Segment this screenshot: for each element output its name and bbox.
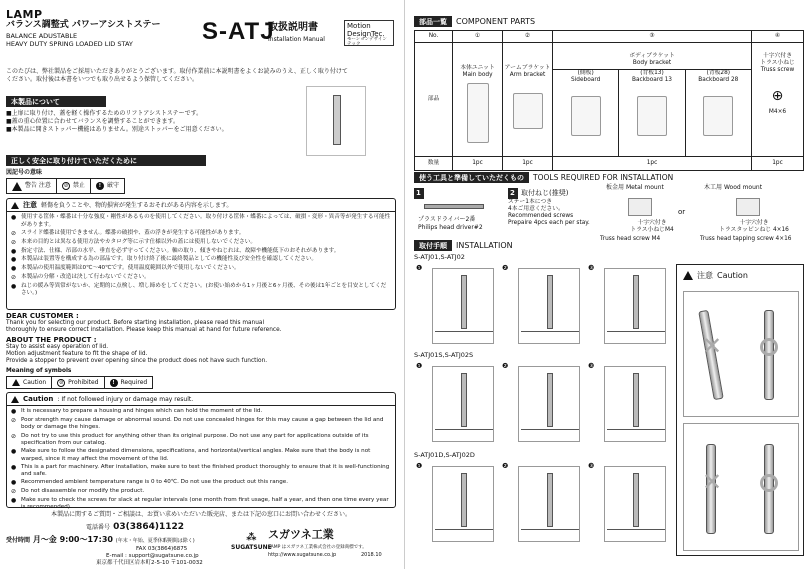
- tool-2-jp2: ステー1本につき: [508, 199, 553, 205]
- caution-item-text: 本来の目的とは異なる使用方法やカタログ等に示す仕様以外の蓋には使用しないでください。: [21, 238, 256, 245]
- dear-customer-text: [6, 320, 282, 334]
- caution-item-icon: ⊘: [11, 417, 17, 425]
- part-name-en: Main body: [462, 71, 493, 78]
- step-number: ❶: [416, 462, 423, 470]
- caution-title: Caution: [23, 395, 54, 403]
- safety-heading-jp: 正しく安全に取り付けていただくために: [6, 155, 206, 166]
- caution-item: [11, 214, 391, 229]
- legend-prohibited: [52, 377, 104, 388]
- caution-item: [11, 448, 391, 463]
- step-illustration: [432, 268, 494, 344]
- company-jp: スガツネ工業: [268, 528, 334, 541]
- legend-required: [105, 377, 153, 388]
- wrong-icon: ✕: [702, 332, 723, 360]
- part-name-en: Body bracket: [632, 59, 672, 66]
- legend-required: [91, 179, 124, 193]
- legend-text: 禁止: [72, 182, 85, 190]
- caution-item: [11, 464, 391, 479]
- caution-item: [11, 265, 391, 273]
- caution-item-text: Do not disassemble nor modify the product.: [21, 488, 145, 495]
- caution-item-text: Recommended ambient temperature range is 0 to 40℃. Do not use the product out this range.: [21, 479, 288, 486]
- variant-jp: (背板13): [640, 69, 664, 76]
- variant-en: Backboard 13: [631, 76, 673, 83]
- caution-item: [11, 239, 391, 247]
- lamp-note: LAMP はスガツネ工業株式会社の登録商標です。: [268, 545, 367, 550]
- step-number: ❶: [416, 264, 423, 272]
- caution-item: [11, 256, 391, 264]
- qty-value: 1pc: [752, 156, 804, 170]
- right-page: [414, 8, 804, 564]
- left-page: [6, 8, 396, 564]
- wood-screw-en: Truss head tapping screw 4×16: [700, 236, 792, 242]
- model-number: S-ATJ: [202, 18, 275, 45]
- logo-tag: モーションデザインテック: [347, 37, 387, 48]
- qty-value: 1pc: [503, 156, 553, 170]
- tool-2-jp3: 4本ご用意ください。: [508, 205, 564, 212]
- symbol-legend-jp: [6, 178, 125, 194]
- caution-item-icon: ●: [11, 256, 17, 264]
- en-line: Thank you for selecting our product. Before starting installation, please read this manual: [6, 320, 265, 326]
- caution-item-text: 本製品の使用温度範囲は0℃〜40℃です。使用温度範囲以外で使用しないでください。: [21, 265, 240, 272]
- board-shape: [521, 529, 579, 539]
- step-number: ❷: [502, 462, 509, 470]
- caution-item-icon: ●: [11, 214, 17, 222]
- legend-text: 警告 注意: [25, 182, 51, 190]
- title-en-line: HEAVY DUTY SPRING LOADED LID STAY: [6, 40, 133, 49]
- inquiry-text: 本製品に関するご質問・ご相談は、お買い求めいただいた販売店、または下記の窓口にお問い合わせください。: [50, 511, 351, 518]
- screw-size: M4×6: [768, 108, 787, 115]
- caution-item-text: 本製品の分解・改造は決して行わないでください。: [21, 273, 150, 280]
- caution-item: [11, 283, 391, 298]
- stay-shape: [461, 473, 467, 527]
- step-number: ❷: [502, 362, 509, 370]
- caution-item-text: Make sure to follow the designated dimensions, specifications, and horizontal/vertical angles. Make sure that the body is not warped, since it may affect the movement of the lid.: [21, 448, 371, 462]
- caution-item-icon: ●: [11, 479, 17, 487]
- caution-item: [11, 488, 391, 496]
- components-heading: [414, 16, 535, 27]
- screw-icon: ⊕: [771, 87, 784, 104]
- sugatsune-mark: [231, 532, 272, 551]
- caution-item-icon: ⊘: [11, 488, 17, 496]
- caution-item: [11, 497, 391, 512]
- caution-title: 注意: [23, 201, 37, 209]
- about-text-en: [6, 344, 267, 366]
- email-line: E-mail : support@sugatsune.co.jp: [106, 553, 199, 559]
- step-illustration: [432, 466, 494, 542]
- caution-item-icon: ●: [11, 448, 17, 456]
- about-list-jp: [6, 110, 228, 134]
- en-line: Motion adjustment feature to fit the shape of lid.: [6, 351, 148, 358]
- hours-note: (年末・年始、夏季休暇期間は除く): [115, 538, 195, 544]
- tool-2-jp: 取付ねじ(推奨): [521, 189, 569, 198]
- stay-shape: [633, 275, 639, 329]
- company-en: SUGATSUNE: [231, 544, 272, 551]
- caution-item-icon: ⊘: [11, 238, 17, 246]
- install-group-label: S-ATJ01D,S-ATJ02D: [414, 451, 475, 459]
- backboard28-bracket-sketch: [703, 96, 733, 136]
- caution-head-en: [7, 393, 395, 406]
- board-shape: [607, 331, 665, 341]
- sideboard-bracket-sketch: [571, 96, 601, 136]
- col-no: ②: [503, 31, 553, 43]
- part-arm-bracket: [503, 43, 553, 157]
- part-body-bracket: [553, 43, 752, 157]
- board-shape: [435, 331, 493, 341]
- tel-number: 03(3864)1122: [113, 522, 185, 532]
- caution-item: [11, 248, 391, 256]
- wood-screw-icon: [736, 198, 760, 216]
- step-illustration: [518, 268, 580, 344]
- symbols-heading-jp: 図記号の意味: [6, 169, 43, 176]
- intro-line: ください。取付後は本書をいつでも取り出せるよう保管してください。: [6, 76, 199, 84]
- warning-icon: [11, 202, 19, 209]
- step-number: ❶: [416, 362, 423, 370]
- board-shape: [521, 331, 579, 341]
- variant-backboard28: [686, 70, 751, 156]
- screwdriver-icon: [424, 204, 484, 209]
- caution-item: [11, 417, 391, 432]
- tool-number: 1: [414, 188, 424, 199]
- title-en: [6, 32, 133, 48]
- caution-item-text: Do not try to use this product for anything other than its original purpose. Do not use any part for applications outside of its specification from our catalog.: [21, 432, 369, 446]
- caution-list-jp: [7, 212, 395, 300]
- part-name-jp: ボディブラケット: [629, 53, 675, 59]
- caution-sub: 軽傷を負うことや、物的損害が発生するおそれがある内容を示します。: [41, 201, 233, 209]
- step-number: ❸: [588, 264, 595, 272]
- logo-line: DesignTec.: [347, 29, 385, 38]
- company-url: http://www.sugatsune.co.jp: [268, 552, 337, 558]
- warning-icon: [11, 396, 19, 403]
- stay-shape: [461, 275, 467, 329]
- install-heading-en: INSTALLATION: [456, 240, 513, 250]
- caution-item-text: It is necessary to prepare a housing and hinges which can hold the moment of the lid.: [21, 408, 263, 415]
- part-name-jp: 本体ユニット: [460, 65, 495, 71]
- backboard13-bracket-sketch: [637, 96, 667, 136]
- arm-bracket-sketch: [513, 93, 543, 129]
- wood-en: Wood mount: [723, 184, 763, 191]
- legend-text: Required: [120, 378, 148, 386]
- prohibited-icon: ⊘: [59, 379, 64, 386]
- tools-heading: [414, 172, 673, 183]
- legend-caution: [7, 377, 52, 388]
- stay-shape: [633, 373, 639, 427]
- caution-item: [11, 408, 391, 416]
- board-shape: [435, 429, 493, 439]
- board-shape: [521, 429, 579, 439]
- en-line: thoroughly to ensure correct installation. Please keep this manual at hand for future reference.: [6, 327, 282, 334]
- part-main-body: [453, 43, 503, 157]
- caution-head-jp: [7, 199, 395, 212]
- manual-title-en: Installation Manual: [268, 36, 325, 43]
- page-fold: [404, 0, 405, 569]
- step-illustration: [432, 366, 494, 442]
- address-line: 東京都千代田区岩本町2-5-10 〒101-0032: [96, 560, 203, 566]
- tool-number: 2: [508, 188, 518, 199]
- print-date: 2018.10: [361, 552, 382, 558]
- caution-item: [11, 479, 391, 487]
- title-en-line: BALANCE ADUSTABLE: [6, 32, 78, 40]
- qty-value: 1pc: [453, 156, 503, 170]
- tool-2: [508, 188, 598, 238]
- stay-shape: [633, 473, 639, 527]
- caution-item: [11, 274, 391, 282]
- prohibited-icon: ⊘: [63, 183, 69, 189]
- caution-item-icon: ⊘: [11, 273, 17, 281]
- tool-1-en: Philips head driver#2: [418, 224, 483, 231]
- step-number: ❸: [588, 362, 595, 370]
- tool-2-en2: Prepaire 4pcs each per stay.: [508, 219, 590, 226]
- step-illustration: [604, 466, 666, 542]
- motion-designtec-logo: [344, 20, 394, 46]
- product-body-shape: [333, 95, 341, 145]
- caution-item-icon: ⊘: [11, 229, 17, 237]
- metal-screw-icon: [628, 198, 652, 216]
- dear-customer-heading: DEAR CUSTOMER :: [6, 312, 79, 320]
- caution-item-text: Make sure to check the screws for slack at regular intervals (one month from first usage, half a year, and then one time every year is recommended).: [21, 496, 389, 511]
- col-no: ④: [752, 31, 804, 43]
- variant-jp: (側板): [577, 69, 594, 76]
- metal-mount-label: [606, 184, 664, 191]
- stay-shape: [547, 373, 553, 427]
- about-heading-en: ABOUT THE PRODUCT :: [6, 336, 97, 344]
- symbol-legend-en: [6, 376, 153, 389]
- qty-label: 数量: [415, 156, 453, 170]
- step-illustration: [604, 268, 666, 344]
- step-illustration: [518, 466, 580, 542]
- or-label: or: [678, 208, 686, 216]
- caution-item-icon: ●: [11, 265, 17, 273]
- caution-item-text: This is a part for machinery. After installation, make sure to test the finished product thoroughly to ensure that it is well-functioning and safe.: [21, 463, 390, 478]
- caution-image-1: [683, 291, 799, 417]
- caution-box-en: [6, 392, 396, 511]
- correct-icon: [760, 338, 778, 356]
- variant-sideboard: [553, 70, 619, 156]
- caution-item-icon: ●: [11, 496, 17, 504]
- en-line: Stay to assist easy operation of lid.: [6, 344, 109, 350]
- caution-panel: [676, 264, 804, 556]
- caution-item-icon: ⊘: [11, 432, 17, 440]
- stay-shape: [547, 275, 553, 329]
- no-header: No.: [415, 31, 453, 43]
- caution-item-icon: ●: [11, 463, 17, 471]
- install-heading-jp: 取付手順: [414, 240, 452, 251]
- caution-item-icon: ●: [11, 282, 17, 290]
- variant-jp: (背板28): [706, 69, 731, 76]
- tool-2-en1: Recommended screws: [508, 212, 574, 219]
- hours-row: [6, 535, 195, 545]
- metal-en: Metal mount: [625, 184, 664, 191]
- board-shape: [607, 529, 665, 539]
- about-item: ■本製品に開きストッパー機能はありません。別途ストッパーをご用意ください。: [6, 126, 228, 134]
- wrong-icon: ✕: [702, 468, 723, 496]
- correct-icon: [760, 474, 778, 492]
- caution-list-en: [7, 406, 395, 514]
- part-name-en: Arm bracket: [509, 71, 546, 78]
- legend-prohibited: [57, 179, 91, 193]
- required-icon: !: [96, 182, 104, 190]
- step-number: ❸: [588, 462, 595, 470]
- hours-value: 月〜金 9:00〜17:30: [32, 535, 113, 544]
- step-number: ❷: [502, 264, 509, 272]
- tool-2-head: [508, 188, 598, 199]
- install-group-label: S-ATJ01,S-ATJ02: [414, 253, 465, 261]
- legend-text: 厳守: [106, 182, 119, 190]
- intro-jp: [6, 68, 348, 84]
- part-truss-screw: [752, 43, 804, 157]
- part-name-en: Truss screw: [760, 66, 795, 73]
- variant-en: Sideboard: [571, 76, 601, 83]
- parts-label: 部品: [415, 43, 453, 157]
- required-icon: !: [110, 379, 118, 387]
- fax-line: FAX 03(3864)6875: [136, 546, 188, 552]
- tools-heading-jp: 使う工具と準備していただくもの: [414, 172, 529, 183]
- manual-title-jp: 取扱説明書: [268, 22, 318, 33]
- tool-1: [414, 188, 496, 234]
- part-name-jp: アームブラケット: [504, 65, 551, 71]
- title-jp: バランス調整式 パワーアシストステー: [6, 20, 161, 30]
- caution-box-jp: [6, 198, 396, 310]
- caution-panel-en: Caution: [717, 271, 748, 280]
- step-illustration: [604, 366, 666, 442]
- caution-image-2: [683, 423, 799, 551]
- stay-shape: [461, 373, 467, 427]
- logo-line: Motion: [347, 22, 371, 30]
- brand-logo: LAMP: [6, 8, 43, 21]
- board-shape: [435, 529, 493, 539]
- install-group-label: S-ATJ01S,S-ATJ02S: [414, 351, 474, 359]
- caution-item-text: スライド蝶番は使用できません。蝶番の破損や、蓋の浮きが発生する可能性があります。: [21, 229, 245, 236]
- caution-sub: : If not followed injury or damage may result.: [57, 395, 194, 403]
- metal-jp: 板金用: [606, 184, 625, 191]
- hours-label: 受付時間: [6, 537, 31, 544]
- caution-panel-jp: 注意: [697, 271, 713, 280]
- install-heading: [414, 240, 513, 251]
- tel-label: 電話番号: [86, 524, 111, 531]
- metal-screw-jp: 十字穴付き トラス小ねじM4: [630, 220, 674, 233]
- intro-line: このたびは、弊社製品をご採用いただきありがとうございます。取付作業前に本説明書をよくお読みのうえ、正しく取り付けて: [6, 68, 348, 75]
- variant-en: Backboard 28: [698, 76, 739, 83]
- metal-screw-en: Truss head screw M4: [600, 236, 661, 242]
- warning-icon: [12, 379, 20, 386]
- caution-item-text: Poor strength may cause damage or abnormal sound. Do not use concealed hinges for this may cause a gap between the lid and body or damage the hinges.: [21, 417, 384, 431]
- components-table: [414, 30, 804, 171]
- warning-icon: [12, 182, 22, 191]
- components-heading-en: COMPONENT PARTS: [456, 16, 536, 26]
- phone-row: [86, 522, 184, 533]
- symbols-heading-en: Meaning of symbols: [6, 368, 72, 374]
- sugatsune-symbol-icon: ⁂: [246, 532, 257, 543]
- wood-screw-jp: 十字穴付き トラスタッピンねじ 4×16: [719, 220, 789, 233]
- legend-text: Caution: [23, 378, 47, 386]
- board-shape: [607, 429, 665, 439]
- caution-item: [11, 230, 391, 238]
- wood-jp: 木工用: [704, 184, 723, 191]
- tool-1-jp: プラスドライバー2番: [418, 216, 476, 223]
- stay-shape: [547, 473, 553, 527]
- legend-warning: [7, 179, 57, 193]
- qty-value: 1pc: [553, 156, 752, 170]
- about-item: ■上扉に取り付け、蓋を軽く操作するためのリフトアシストステーです。: [6, 110, 203, 117]
- col-no: ③: [553, 31, 752, 43]
- variant-backboard13: [619, 70, 685, 156]
- caution-item-text: 本製品は装置等を構成する為の部品です。取り付け終了後に最終製品としての機能性及び安全性を確認してください。: [21, 256, 318, 263]
- part-name-jp: 十字穴付き トラス小ねじ: [760, 53, 795, 66]
- step-illustration: [518, 366, 580, 442]
- about-item: ■蓋の重心位置に合わせてバランスを調整することができます。: [6, 118, 180, 126]
- about-heading-jp: 本製品について: [6, 96, 106, 107]
- legend-text: Prohibited: [68, 378, 99, 386]
- caution-panel-head: [683, 271, 748, 281]
- main-body-sketch: [467, 83, 489, 143]
- warning-icon: [683, 271, 693, 280]
- product-sketch: [306, 86, 366, 156]
- body-bracket-variants: [553, 69, 751, 156]
- caution-item: [11, 433, 391, 448]
- tools-heading-en: TOOLS REQUIRED FOR INSTALLATION: [533, 173, 674, 182]
- wood-mount-label: [704, 184, 762, 191]
- caution-item-text: ねじの緩み等異常がないか、定期的に点検し、増し締めをしてください。(お使い始めから1ヶ月後と6ヶ月後、その後は1年ごとを目安としてください。): [21, 282, 387, 296]
- components-heading-jp: 部品一覧: [414, 16, 452, 27]
- en-line: Provide a stopper to prevent over opening since the product does not have such function.: [6, 358, 268, 365]
- caution-item-text: 使用する筐体・蝶番は十分な強度・剛性があるものを使用してください。取り付ける筐体・蝶番によっては、破損・変形・異音等が発生する可能性があります。: [21, 214, 391, 228]
- caution-item-icon: ●: [11, 408, 17, 416]
- caution-item-icon: ●: [11, 247, 17, 255]
- col-no: ①: [453, 31, 503, 43]
- caution-item-text: 指定寸法、仕様、吊部の水平、垂直を必ず守ってください。軸の取り、傾きやねじれは、故障や機能低下のおそれがあります。: [21, 247, 340, 254]
